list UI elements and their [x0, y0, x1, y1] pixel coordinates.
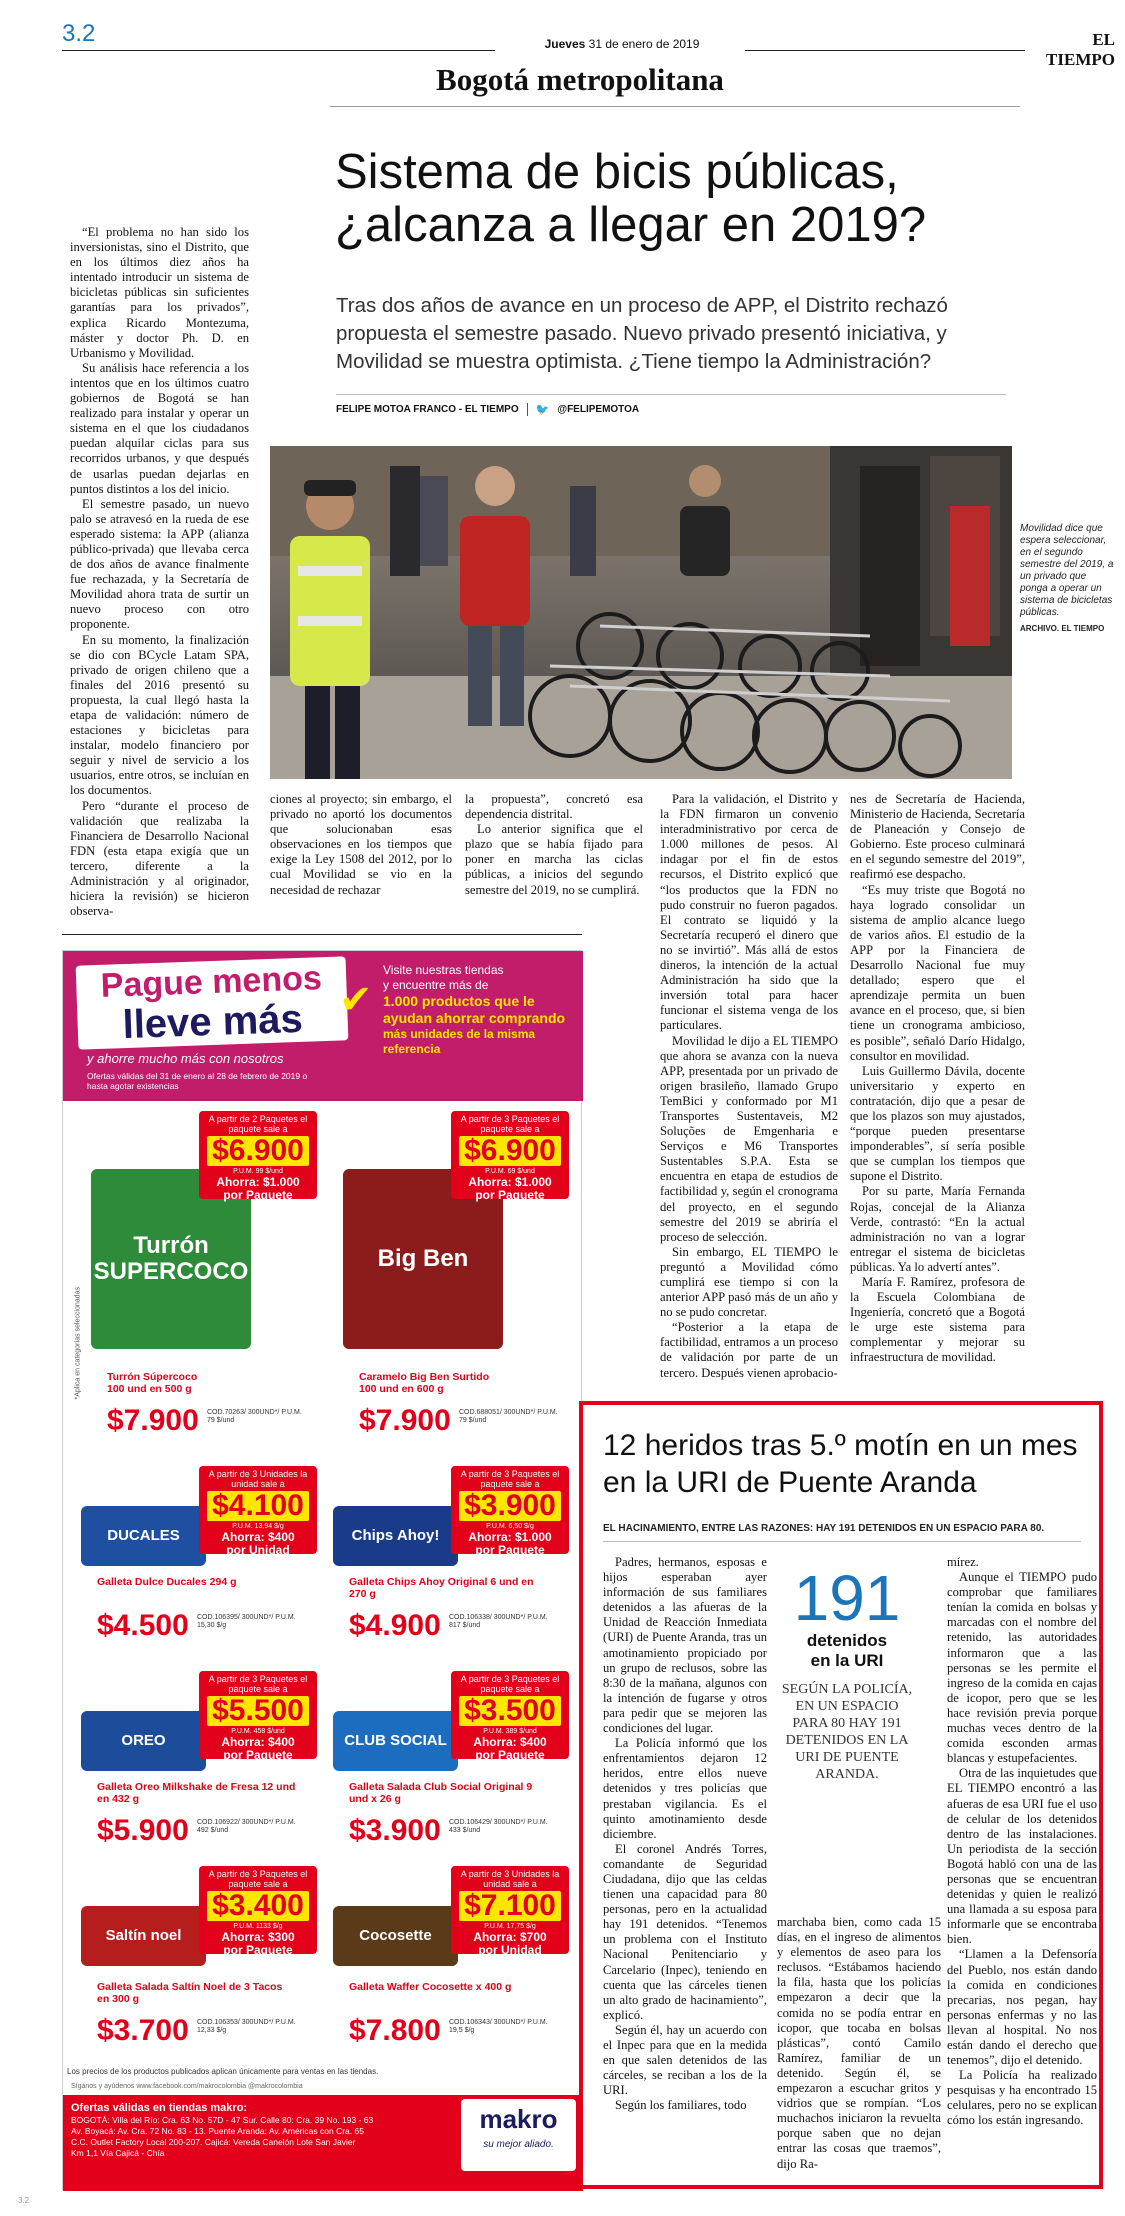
- product-name-text: Turrón Súpercoco: [107, 1371, 198, 1383]
- box-column-2: [777, 1915, 941, 2177]
- stat-callout: [777, 1562, 917, 1783]
- article-paragraph: Luis Guillermo Dávila, docente universitario y experto en contratación, dijo que a pesar de que los plazos son muy ajustados, “porque pueden presentarse imponderables”, sí sería posible que se cumplan los tiempos que supone el Distrito.: [850, 1063, 1025, 1184]
- product-price-tag: [199, 1866, 317, 1957]
- twitter-icon: 🐦: [535, 403, 550, 416]
- product-card: [329, 1466, 569, 1656]
- box-paragraph: La Policía informó que los enfrentamientos dejaron 12 heridos, entre ellos nueve detenidos y tres policías que prestaban vigilancia. Es el quinto amotinamiento desde diciembre.: [603, 1736, 767, 1841]
- product-package: Saltín noel: [81, 1906, 206, 1966]
- box-paragraph: Padres, hermanos, esposas e hijos esperaban ayer información de sus familiares detenidos a las afueras de la Unidad de Reacción Inmediata (URI) de Puente Aranda, tras un amotinamiento propiciado por un grupo de reclusos, sobre las 8:30 de la mañana, algunos con la intención de fugarse y otros para pedir que se mejoren las condiciones del lugar.: [603, 1555, 767, 1736]
- byline-divider: [527, 403, 528, 416]
- ad-stores: [71, 2101, 451, 2159]
- section-title: Bogotá metropolitana: [436, 62, 724, 97]
- product-name: [349, 1981, 549, 1993]
- tag-saving-unit: por Paquete: [223, 1943, 293, 1957]
- photo-caption-credit: ARCHIVO. EL TIEMPO: [1020, 624, 1105, 633]
- makro-ad: [62, 950, 582, 2190]
- product-codes: COD.106353/ 300UND*/ P.U.M. 12,33 $/g: [197, 2019, 296, 2034]
- product-name: [97, 1576, 297, 1588]
- box-paragraph: Según los familiares, todo: [615, 2098, 747, 2113]
- tag-condition: A partir de 2 Paquetes el paquete sale a: [208, 1114, 308, 1134]
- ad-footer: [63, 2081, 583, 2191]
- tag-price: $7.100: [459, 1891, 561, 1921]
- product-name-text: Galleta Chips Ahoy Original 6 und en 270 g: [349, 1576, 534, 1600]
- byline-author: FELIPE MOTOA FRANCO - EL TIEMPO: [336, 403, 519, 415]
- product-codes: COD.106338/ 300UND*/ P.U.M. 817 $/und: [449, 1614, 548, 1629]
- ad-headline-1: Pague menos: [100, 959, 323, 1005]
- product-card: [77, 1671, 317, 1861]
- article-column-5: [850, 792, 1025, 1372]
- product-name-text: Galleta Dulce Ducales 294 g: [97, 1576, 237, 1588]
- box-paragraph: “Llamen a la Defensoría del Pueblo, nos están dando la comida en condiciones precarias, nos pegan, hay personas enfermas y no las llevan al hospital. No nos están dando el derecho que tenemos”, dijo el detenido.: [947, 1947, 1097, 2068]
- box-headline: 12 heridos tras 5.º motín en un mes en la URI de Puente Aranda: [603, 1429, 1078, 1499]
- tag-condition: A partir de 3 Paquetes el paquete sale a: [460, 1469, 560, 1489]
- tag-condition: A partir de 3 Paquetes el paquete sale a: [208, 1674, 308, 1694]
- tag-saving: Ahorra: $1.000: [468, 1530, 552, 1544]
- tag-saving: Ahorra: $1.000: [468, 1175, 552, 1189]
- header-date: [498, 37, 746, 51]
- byline-handle[interactable]: @FELIPEMOTOA: [557, 403, 640, 415]
- ad-visit-1: Visite nuestras tiendas: [383, 963, 504, 977]
- product-price-tag: [199, 1671, 317, 1762]
- product-price-tag: [451, 1466, 569, 1557]
- riot-box: [579, 1401, 1103, 2189]
- tag-saving-unit: por Paquete: [475, 1188, 545, 1202]
- ad-stores-line: Km 1,1 Vía Cajicá - Chía: [71, 2148, 165, 2158]
- product-package: Big Ben: [343, 1169, 503, 1349]
- deck-rule: [336, 394, 1006, 395]
- tag-saving-unit: por Unidad: [478, 1943, 542, 1957]
- ad-visit-4: ayudan ahorrar comprando: [383, 1010, 566, 1026]
- product-size: 100 und en 500 g: [107, 1383, 192, 1395]
- tag-saving: Ahorra: $400: [473, 1735, 547, 1749]
- article-paragraph: Su análisis hace referencia a los intentos que en los últimos cuatro gobiernos de Bogotá se han realizado para instalar y operar un sistema en el que los ciudadanos puedan alquilar ciclas para sus recorridos urbanos, y que después de usarlas puedan dejarlas en puntos distintos a los del inicio.: [70, 360, 249, 496]
- date-rest: 31 de enero de 2019: [588, 37, 700, 51]
- tag-saving: Ahorra: $700: [473, 1930, 547, 1944]
- product-price: $3.700: [97, 2014, 189, 2047]
- photo-caption-text: Movilidad dice que espera seleccionar, en el segundo semestre del 2019, a un privado que ponga a operar un sistema de bicicletas públicas.: [1020, 523, 1114, 618]
- article-column-2: [270, 792, 452, 917]
- box-paragraph: marchaba bien, como cada 15 días, en el ingreso de alimentos y elementos de aseo para los reclusos. “Estábamos haciendo la fila, hasta que los policías empezaron a decir que la comida no se podía entrar en icopor, que tocaba en bolsas plásticas”, contó Camilo Ramírez, familiar de un detenido. Según él, se empezaron a escuchar gritos y vidrios que se rompían. “Los muchachos iniciaron la revuelta porque saben que no dejan entrar las cosas que traemos”, dijo Ra-: [777, 1915, 941, 2171]
- product-codes: COD.70263/ 300UND*/ P.U.M. 79 $/und: [207, 1409, 302, 1424]
- section-rule: [330, 106, 1020, 107]
- bike-photo-illustration: [270, 446, 1012, 779]
- box-kicker: EL HACINAMIENTO, ENTRE LAS RAZONES: HAY 191 DETENIDOS EN UN ESPACIO PARA 80.: [603, 1523, 1045, 1534]
- tag-condition: A partir de 3 Paquetes el paquete sale a: [208, 1869, 308, 1889]
- article-column-1: [70, 225, 249, 930]
- ad-stores-line: BOGOTÁ: Villa del Río: Cra. 63 No. 57D - 47 Sur. Calle 80: Cra. 39 No. 193 - 63: [71, 2115, 374, 2125]
- tag-unit-price: P.U.M. 389 $/und: [483, 1728, 537, 1735]
- product-package: Cocosette: [333, 1906, 458, 1966]
- product-price-tag: [451, 1866, 569, 1957]
- product-package: Chips Ahoy!: [333, 1506, 458, 1566]
- article-paragraph: Por su parte, María Fernanda Rojas, concejal de la Alianza Verde, contrastó: “En la actual administración no van a lograr entregar el sistema de bicicletas públicas. Ya lo advertí antes”.: [850, 1184, 1025, 1274]
- product-price-tag: [451, 1671, 569, 1762]
- product-card: [74, 1111, 317, 1451]
- tag-price: $3.500: [459, 1696, 561, 1726]
- tag-price: $6.900: [207, 1136, 309, 1166]
- product-codes: COD.106429/ 300UND*/ P.U.M. 433 $/und: [449, 1819, 548, 1834]
- tag-saving-unit: por Paquete: [223, 1748, 293, 1762]
- product-price-tag: [199, 1111, 317, 1202]
- bike-photo: [270, 446, 1012, 779]
- stat-text: SEGÚN LA POLICÍA, EN UN ESPACIO PARA 80 HAY 191 DETENIDOS EN LA URI DE PUENTE ARANDA.: [781, 1682, 913, 1782]
- tag-condition: A partir de 3 Unidades la unidad sale a: [208, 1469, 308, 1489]
- product-name: [97, 1981, 297, 2005]
- product-price: $3.900: [349, 1814, 441, 1847]
- product-codes: COD.106395/ 300UND*/ P.U.M. 15,30 $/g: [197, 1614, 296, 1629]
- ad-visit-3: 1.000 productos que le: [383, 993, 535, 1009]
- box-paragraph: Otra de las inquietudes que EL TIEMPO encontró a las afueras de esa URI fue el uso de celular de los detenidos dentro de las instalaciones. Un periodista de la sección Bogotá habló con una de las personas que se encuentran detenidas y quien le realizó una llamada a su esposa para informarle que se encontraba bien.: [947, 1766, 1097, 1947]
- product-price: $7.900: [359, 1404, 451, 1437]
- product-package: DUCALES: [81, 1506, 206, 1566]
- tag-unit-price: P.U.M. 13,94 $/g: [232, 1523, 284, 1530]
- product-name: [97, 1781, 297, 1805]
- tag-price: $5.500: [207, 1696, 309, 1726]
- product-name: [359, 1371, 559, 1395]
- product-name: [107, 1371, 307, 1395]
- tag-saving-unit: por Paquete: [475, 1748, 545, 1762]
- page-number: 3.2: [62, 20, 96, 47]
- article-column-4: [660, 792, 838, 1380]
- tag-saving: Ahorra: $300: [221, 1930, 295, 1944]
- tag-unit-price: P.U.M. 458 $/und: [231, 1728, 285, 1735]
- tag-saving-unit: por Paquete: [223, 1188, 293, 1202]
- product-name: [349, 1576, 549, 1600]
- stat-label-2: en la URI: [810, 1651, 884, 1670]
- ad-visit: [383, 963, 578, 1057]
- tag-saving: Ahorra: $400: [221, 1530, 295, 1544]
- article-deck: Tras dos años de avance en un proceso de APP, el Distrito rechazó propuesta el semestre pasado. Nuevo privado presentó iniciativa, y Movilidad se muestra optimista. ¿Tiene tiempo la Administración?: [336, 294, 948, 373]
- makro-tagline: su mejor aliado.: [483, 2139, 554, 2150]
- article-paragraph: En su momento, la finalización se dio con BCycle Latam SPA, privado de origen chileno que a finales del 2016 presentó su propuesta, la cual llegó hasta la etapa de validación: número de estaciones y bicicletas para instalar, modelo financiero por seguir y nivel de servicio a los usuarios, entre otros, se incluían en los documentos.: [70, 632, 249, 798]
- product-codes: COD.106343/ 300UND*/ P.U.M. 19,5 $/g: [449, 2019, 548, 2034]
- article-paragraph: María F. Ramírez, profesora de la Escuela Colombiana de Ingeniería, concretó que a Bogotá le urge este sistema para complementar y mejorar su infraestructura de movilidad.: [850, 1275, 1025, 1365]
- article-paragraph: Sin embargo, EL TIEMPO le preguntó a Movilidad cómo cumplirá ese tiempo si con la anterior APP pasó más de un año y no se pudo concretar.: [660, 1244, 838, 1320]
- box-column-1: [603, 1555, 767, 2175]
- ad-stores-line: Av. Boyacá: Av. Cra. 72 No. 83 - 13. Puente Aranda: Av. Américas con Cra. 65: [71, 2126, 364, 2136]
- article-paragraph: El semestre pasado, un nuevo palo se atravesó en la rueda de ese esperado sistema: la APP (alianza público-privada) que llevaba cerca de dos años de avance finalmente fue rechazada, y la Secretaría de Movilidad ahora trata de surtir un nuevo proceso con otro proponente.: [70, 496, 249, 632]
- article-paragraph: ciones al proyecto; sin embargo, el privado no aportó los documentos que solucionaban esas observaciones en los tiempos que exige la Ley 1508 del 2012, por lo cual Movilidad se vio en la necesidad de rechazar: [270, 792, 452, 897]
- tag-condition: A partir de 3 Paquetes el paquete sale a: [460, 1114, 560, 1134]
- article-paragraph: nes de Secretaría de Hacienda, Ministerio de Hacienda, Secretaría de Planeación y Consejo de Gobierno. Este proceso culminará en el segundo semestre del 2019”, reafirmó ese despacho.: [850, 792, 1025, 882]
- product-name-text: Galleta Salada Club Social Original 9 und x 26 g: [349, 1781, 533, 1805]
- ad-visit-2: y encuentre más de: [383, 978, 489, 992]
- article-paragraph: “Posterior a la etapa de factibilidad, entramos a un proceso de validación por parte de un tercero. Después vienen aprobacio-: [660, 1320, 838, 1380]
- article-paragraph: Pero “durante el proceso de validación que realizaba la Financiera de Desarrollo Nacional FDN (esta etapa exigía que un tercero, diferente a la Administración y al originador, hiciera la revisión) se hicieron observa-: [70, 798, 249, 919]
- checkmark-icon: ✔: [339, 977, 373, 1023]
- ad-banner: [63, 951, 583, 1101]
- tag-saving: Ahorra: $1.000: [216, 1175, 300, 1189]
- tag-unit-price: P.U.M. 69 $/und: [485, 1168, 535, 1175]
- date-weekday: Jueves: [544, 37, 586, 51]
- article-column-3: [465, 792, 643, 917]
- tag-unit-price: P.U.M. 99 $/und: [233, 1168, 283, 1175]
- article-paragraph: “Es muy triste que Bogotá no haya logrado consolidar un sistema de amplio alcance luego de varios años. El estudio de la APP por la Financiera de Desarrollo Nacional fue muy detallado; espero que el aprendizaje permita un buen avance en el proceso, que, si bien tiene un cronograma ambicioso, es posible”, señaló Darío Hidalgo, consultor en movilidad.: [850, 882, 1025, 1063]
- product-name-text: Galleta Salada Saltín Noel de 3 Tacos en 300 g: [97, 1981, 283, 2005]
- article-paragraph: la propuesta”, concretó esa dependencia distrital.: [465, 792, 643, 822]
- tag-saving: Ahorra: $400: [221, 1735, 295, 1749]
- tag-condition: A partir de 3 Unidades la unidad sale a: [460, 1869, 560, 1889]
- box-paragraph: El coronel Andrés Torres, comandante de Seguridad Ciudadana, dijo que las celdas tienen una capacidad para 80 personas, pero en la actualidad hay 191 detenidos. “Tenemos un problema con el Instituto Nacional Penitenciario y Carcelario (Inpec), teniendo en cuenta que las cárceles tienen un alto grado de hacinamiento”, explicó.: [603, 1841, 767, 2022]
- tag-unit-price: P.U.M. 17,75 $/g: [484, 1923, 536, 1930]
- photo-caption: [1020, 523, 1115, 635]
- tag-condition: A partir de 3 Paquetes el paquete sale a: [460, 1674, 560, 1694]
- product-price: $4.900: [349, 1609, 441, 1642]
- product-codes: COD.106922/ 300UND*/ P.U.M. 492 $/und: [197, 1819, 296, 1834]
- masthead: EL TIEMPO: [1046, 30, 1115, 69]
- tag-price: $3.400: [207, 1891, 309, 1921]
- ad-legal: Los precios de los productos publicados aplican únicamente para ventas en las tiendas.: [67, 2067, 379, 2076]
- footer-mark: 3.2: [18, 2196, 30, 2205]
- box-paragraph: mírez.: [947, 1555, 979, 1569]
- product-package: OREO: [81, 1711, 206, 1771]
- ad-headline: [76, 956, 349, 1049]
- product-card: [329, 1866, 569, 2061]
- product-codes: COD.688051/ 300UND*/ P.U.M. 79 $/und: [459, 1409, 558, 1424]
- ad-validity: Ofertas válidas del 31 de enero al 28 de febrero de 2019 o hasta agotar existencias: [87, 1071, 308, 1091]
- article-paragraph: Lo anterior significa que el plazo que se había fijado para poner en marcha las ciclas públicas, a inicios del segundo semestre del 2019, no se cumplirá.: [465, 822, 643, 897]
- ad-side-note: *Aplica en categorías seleccionadas: [74, 1287, 82, 1400]
- product-price: $5.900: [97, 1814, 189, 1847]
- ad-stores-line: C.C. Outlet Factory Local 200-207. Cajicá: Vereda Canelón Lote San Javier: [71, 2137, 356, 2147]
- product-price-tag: [199, 1466, 317, 1557]
- box-paragraph: Según él, hay un acuerdo con el Inpec para que en la medida en que salen detenidos de las cárceles, se reciban a los de la URI.: [603, 2022, 767, 2098]
- tag-unit-price: P.U.M. 1133 $/g: [233, 1923, 283, 1930]
- product-name-text: Galleta Waffer Cocosette x 400 g: [349, 1981, 512, 1993]
- box-column-3: [947, 1555, 1097, 2175]
- article-paragraph: “El problema no han sido los inversionistas, sino el Distrito, que en los últimos diez años ha intentado introducir un sistema de bicicletas públicas sin suficientes garantías para los privados”, explica Ricardo Montezuma, máster y doctor Ph. D. en Urbanismo y Movilidad.: [70, 225, 249, 360]
- makro-logo-text: makro: [479, 2104, 558, 2134]
- product-price: $7.900: [107, 1404, 199, 1437]
- product-name-text: Caramelo Big Ben Surtido: [359, 1371, 490, 1383]
- header-rule-left: [62, 50, 495, 51]
- ad-headline-2: lleve más: [121, 996, 304, 1048]
- tag-saving-unit: por Unidad: [226, 1543, 290, 1557]
- product-package: CLUB SOCIAL: [333, 1711, 458, 1771]
- box-paragraph: Aunque el TIEMPO pudo comprobar que familiares tenían la comida en bolsas y marcadas con el nombre del retenido, las autoridades informaron que a las personas se les permite el ingreso de la comida en cajas de icopor, pero que se les hace revisión previa porque muchas veces dentro de la comida esconden armas blancas y estupefacientes.: [947, 1570, 1097, 1766]
- ad-visit-5: más unidades de la misma referencia: [383, 1027, 536, 1056]
- article-end-rule: [62, 934, 582, 935]
- product-package: Turrón SUPERCOCO: [91, 1169, 251, 1349]
- stat-label-1: detenidos: [806, 1631, 888, 1650]
- tag-saving-unit: por Paquete: [475, 1543, 545, 1557]
- product-size: 100 und en 600 g: [359, 1383, 444, 1395]
- article-headline: Sistema de bicis públicas, ¿alcanza a llegar en 2019?: [335, 145, 927, 252]
- box-kicker-rule: [603, 1541, 1081, 1542]
- product-price: $7.800: [349, 2014, 441, 2047]
- product-card: [77, 1866, 317, 2061]
- tag-price: $3.900: [459, 1491, 561, 1521]
- tag-price: $4.100: [207, 1491, 309, 1521]
- tag-unit-price: P.U.M. 6,50 $/g: [486, 1523, 534, 1530]
- ad-stores-title: Ofertas válidas en tiendas makro:: [71, 2102, 248, 2114]
- product-name: [349, 1781, 549, 1805]
- makro-logo: [461, 2099, 576, 2171]
- product-card: [77, 1466, 317, 1656]
- ad-social: Síganos y ayúdenos www.facebook.com/makrocolombia @makrocolombia: [63, 2081, 583, 2095]
- box-paragraph: La Policía ha realizado pesquisas y ha encontrado 15 celulares, pero no se explican cómo los están ingresando.: [947, 2068, 1097, 2128]
- tag-price: $6.900: [459, 1136, 561, 1166]
- byline: [336, 402, 639, 416]
- product-name-text: Galleta Oreo Milkshake de Fresa 12 und en 432 g: [97, 1781, 296, 1805]
- product-price-tag: [451, 1111, 569, 1202]
- product-card: [329, 1671, 569, 1861]
- ad-subline: y ahorre mucho más con nosotros: [87, 1051, 284, 1066]
- article-paragraph: Movilidad le dijo a EL TIEMPO que ahora se avanza con la nueva APP, presentada por un privado de origen brasileño, llamado Grupo TemBici y conformado por M1 Transportes Sustentaveis, M2 Soluções de Emgenharia e Serviços e M6 Transportes Sustentables S.P.A. Esta se encuentra en etapa de estudios de factibilidad y, según el cronograma del proyecto, en el segundo semestre del 2019 se abriría el proceso de selección.: [660, 1033, 838, 1244]
- product-price: $4.500: [97, 1609, 189, 1642]
- product-card: [329, 1111, 569, 1451]
- article-paragraph: Para la validación, el Distrito y la FDN firmaron un convenio interadministrativo por cerca de 1.000 millones de pesos. Al indagar por el fin de estos recursos, el Distrito explicó que “los productos que la FDN no pudo construir no fueron pagados. El contrato se liquidó y la Secretaría recuperó el dinero que no se invirtió”. Más allá de estos dineros, la intención de la actual Administración ha sido que la inversión total para hacer funcionar el sistema venga de los particulares.: [660, 792, 838, 1033]
- header-rule-right: [745, 50, 1025, 51]
- stat-number: 191: [793, 1562, 901, 1634]
